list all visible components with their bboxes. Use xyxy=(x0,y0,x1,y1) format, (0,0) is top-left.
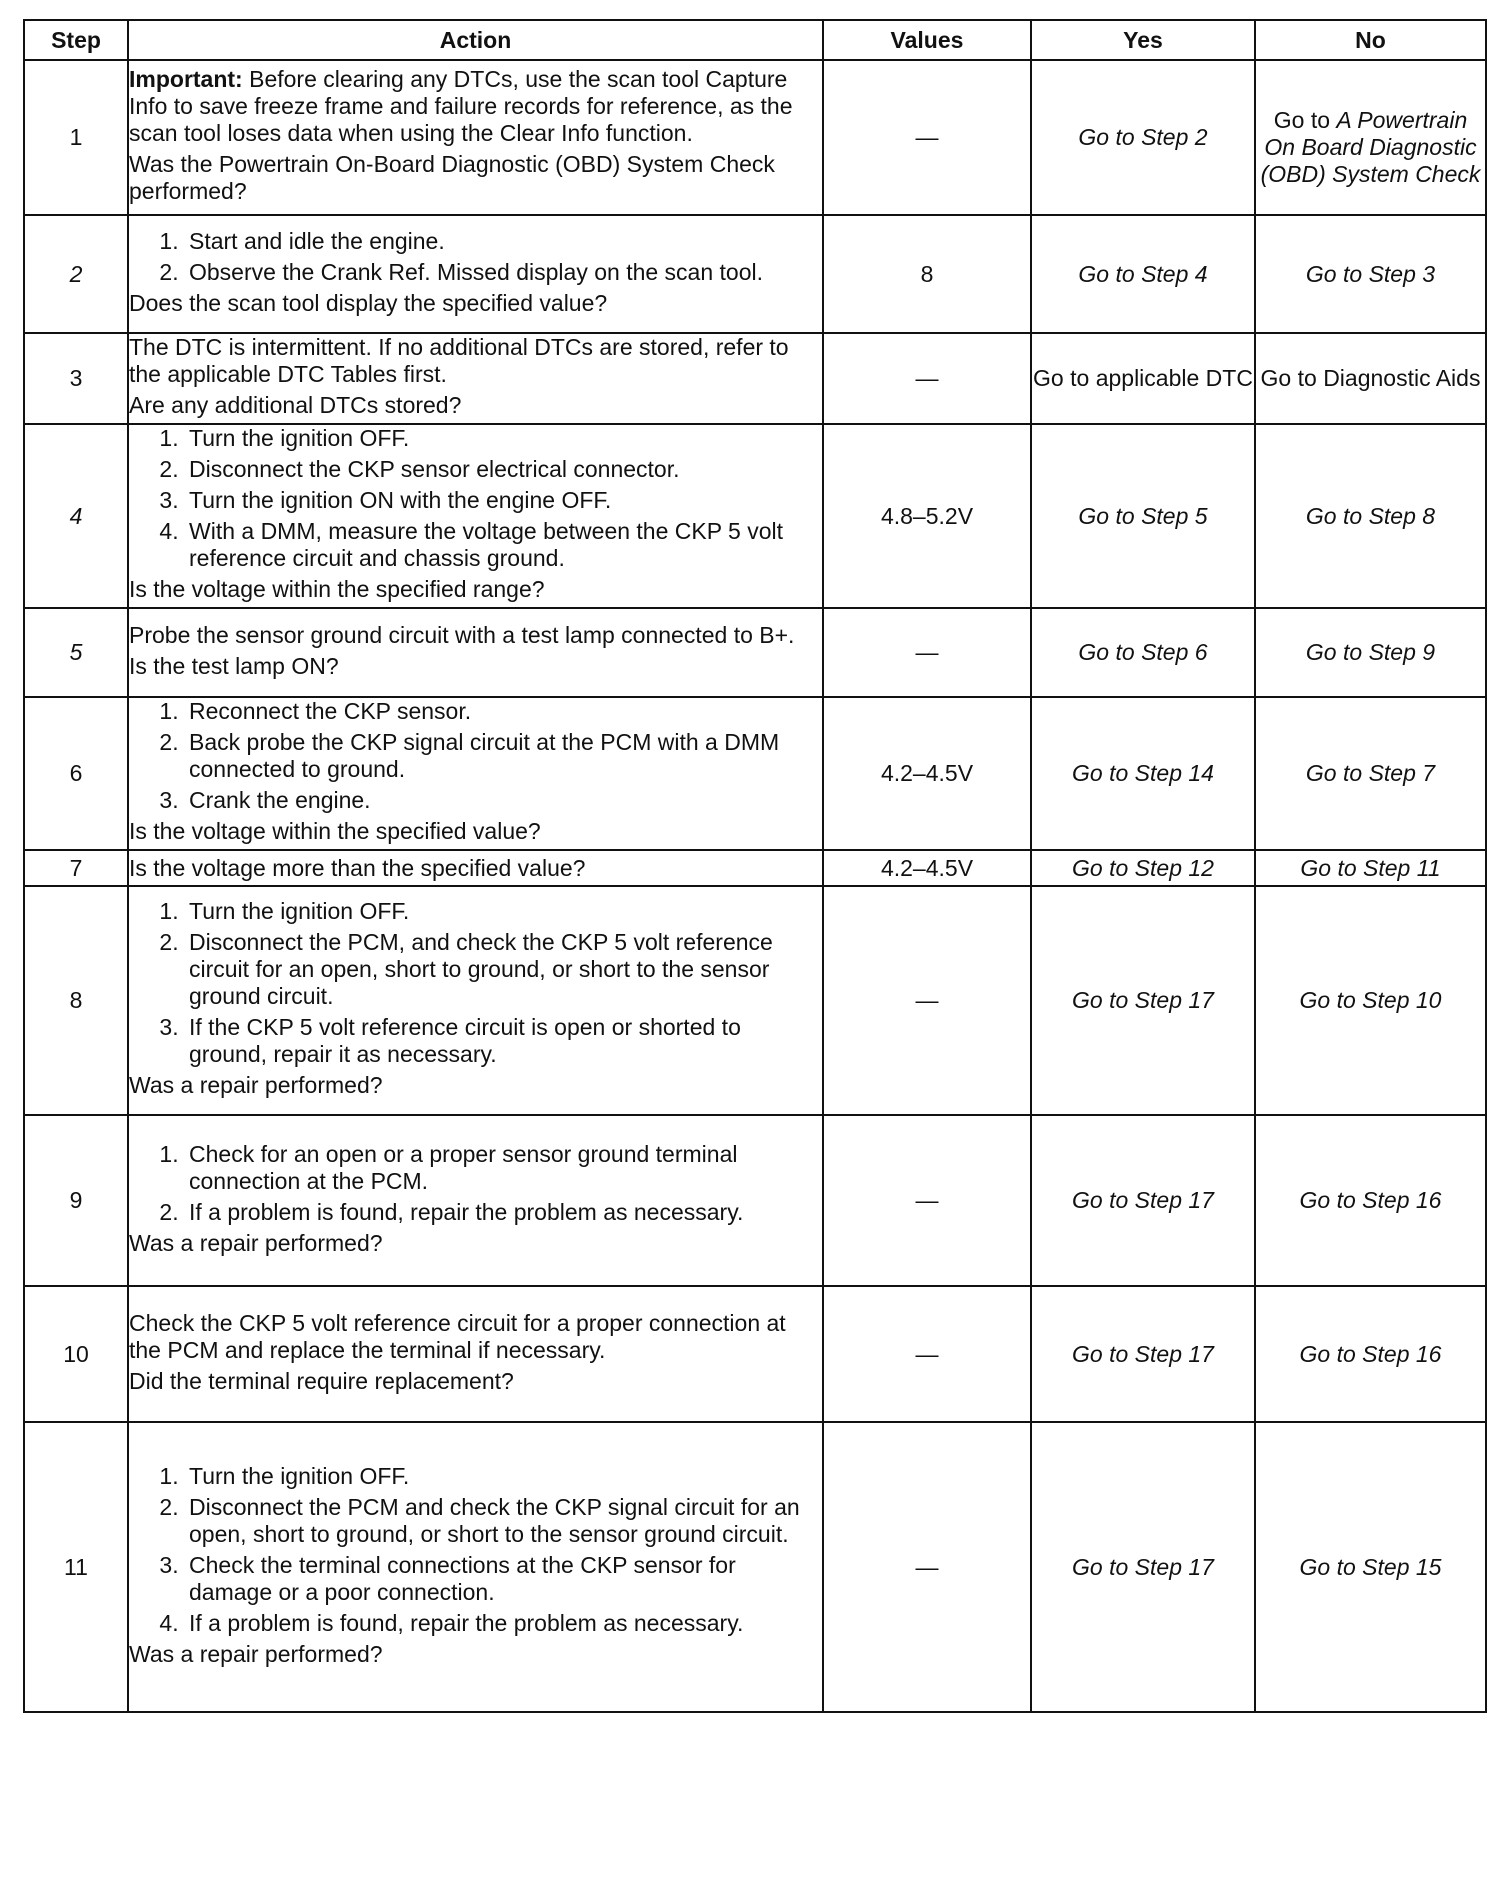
action-question: Are any additional DTCs stored? xyxy=(129,392,462,418)
action-step: 2. Observe the Crank Ref. Missed display on the scan tool. xyxy=(185,259,822,286)
header-yes: Yes xyxy=(1031,20,1255,60)
action-step: 1. Start and idle the engine. xyxy=(185,228,822,255)
yes-cell: Go to Step 2 xyxy=(1031,60,1255,215)
no-cell: Go to Step 15 xyxy=(1255,1422,1486,1712)
yes-cell: Go to Step 17 xyxy=(1031,1286,1255,1422)
action-steps-list xyxy=(129,1141,822,1226)
action-cell xyxy=(128,1286,823,1422)
table-row xyxy=(24,333,1486,424)
action-question: Does the scan tool display the specified value? xyxy=(129,289,608,316)
step-number: 7 xyxy=(24,850,128,886)
yes-cell: Go to Step 6 xyxy=(1031,608,1255,697)
step-number: 8 xyxy=(24,886,128,1115)
yes-cell: Go to Step 17 xyxy=(1031,886,1255,1115)
action-step: 1. Turn the ignition OFF. xyxy=(185,425,822,452)
important-label: Important: xyxy=(129,66,243,92)
step-number: 6 xyxy=(24,697,128,850)
action-question: Was a repair performed? xyxy=(129,1072,383,1098)
table-row xyxy=(24,1286,1486,1422)
action-step: 4. With a DMM, measure the voltage between the CKP 5 volt reference circuit and chassis ground. xyxy=(185,518,822,572)
yes-cell: Go to Step 17 xyxy=(1031,1422,1255,1712)
action-step: 1. Reconnect the CKP sensor. xyxy=(185,698,822,725)
action-question: Was a repair performed? xyxy=(129,1640,383,1667)
yes-cell: Go to Step 14 xyxy=(1031,697,1255,850)
action-step: 2. If a problem is found, repair the problem as necessary. xyxy=(185,1199,822,1226)
table-row xyxy=(24,886,1486,1115)
action-step: 1. Turn the ignition OFF. xyxy=(185,898,822,925)
action-step: 2. Disconnect the PCM and check the CKP signal circuit for an open, short to ground, or short to the sensor ground circuit. xyxy=(185,1494,822,1548)
action-cell xyxy=(128,697,823,850)
step-number: 3 xyxy=(24,333,128,424)
action-step: 1. Turn the ignition OFF. xyxy=(185,1463,822,1490)
action-step: 3. If the CKP 5 volt reference circuit is open or shorted to ground, repair it as necessary. xyxy=(185,1014,822,1068)
table-row xyxy=(24,697,1486,850)
step-number: 10 xyxy=(24,1286,128,1422)
table-row xyxy=(24,850,1486,886)
action-step: 2. Disconnect the PCM, and check the CKP 5 volt reference circuit for an open, short to ground, or short to the sensor ground circuit. xyxy=(185,929,822,1010)
table-row xyxy=(24,60,1486,215)
action-steps-list xyxy=(129,228,822,286)
no-cell: Go to Step 16 xyxy=(1255,1115,1486,1286)
action-question: Is the test lamp ON? xyxy=(129,652,339,679)
action-step: 2. Disconnect the CKP sensor electrical connector. xyxy=(185,456,822,483)
action-cell xyxy=(128,333,823,424)
no-cell: Go to Step 7 xyxy=(1255,697,1486,850)
action-step: 1. Check for an open or a proper sensor ground terminal connection at the PCM. xyxy=(185,1141,822,1195)
step-number: 11 xyxy=(24,1422,128,1712)
action-text: Probe the sensor ground circuit with a test lamp connected to B+. xyxy=(129,621,795,648)
step-number: 5 xyxy=(24,608,128,697)
action-question: Did the terminal require replacement? xyxy=(129,1367,514,1394)
action-step: 2. Back probe the CKP signal circuit at the PCM with a DMM connected to ground. xyxy=(185,729,822,783)
value-cell: — xyxy=(823,1422,1031,1712)
action-cell xyxy=(128,850,823,886)
no-cell: Go to Step 9 xyxy=(1255,608,1486,697)
value-cell: 4.8–5.2V xyxy=(823,424,1031,608)
no-link-text: A Powertrain On Board Diagnostic (OBD) System Check xyxy=(1260,107,1481,187)
step-number: 1 xyxy=(24,60,128,215)
action-cell xyxy=(128,60,823,215)
action-question: Is the voltage within the specified value? xyxy=(129,818,541,844)
diagnostic-table xyxy=(23,19,1487,1713)
step-number: 4 xyxy=(24,424,128,608)
value-cell: — xyxy=(823,1115,1031,1286)
action-text: The DTC is intermittent. If no additional DTCs are stored, refer to the applicable DTC Tables first. xyxy=(129,334,789,387)
action-cell xyxy=(128,886,823,1115)
action-steps-list xyxy=(129,1463,822,1637)
no-cell: Go to Step 10 xyxy=(1255,886,1486,1115)
value-cell: — xyxy=(823,60,1031,215)
action-text: Check the CKP 5 volt reference circuit for a proper connection at the PCM and replace the terminal if necessary. xyxy=(129,1309,786,1363)
table-row xyxy=(24,424,1486,608)
action-step: 3. Check the terminal connections at the CKP sensor for damage or a poor connection. xyxy=(185,1552,822,1606)
yes-cell: Go to Step 5 xyxy=(1031,424,1255,608)
no-cell: Go to Step 8 xyxy=(1255,424,1486,608)
action-steps-list xyxy=(129,698,822,814)
value-cell: — xyxy=(823,333,1031,424)
action-cell xyxy=(128,1115,823,1286)
action-question: Was a repair performed? xyxy=(129,1229,383,1256)
value-cell: — xyxy=(823,886,1031,1115)
no-prefix: Go to xyxy=(1273,107,1337,133)
value-cell: 4.2–4.5V xyxy=(823,697,1031,850)
no-cell: Go to Step 16 xyxy=(1255,1286,1486,1422)
no-cell: Go to Step 3 xyxy=(1255,215,1486,333)
value-cell: 8 xyxy=(823,215,1031,333)
action-steps-list xyxy=(129,898,822,1068)
header-no: No xyxy=(1255,20,1486,60)
value-cell: — xyxy=(823,1286,1031,1422)
action-cell xyxy=(128,215,823,333)
table-row xyxy=(24,215,1486,333)
table-row xyxy=(24,608,1486,697)
header-row xyxy=(24,20,1486,60)
table-row xyxy=(24,1422,1486,1712)
action-question: Was the Powertrain On-Board Diagnostic (OBD) System Check performed? xyxy=(129,151,775,204)
action-step: 3. Crank the engine. xyxy=(185,787,822,814)
value-cell: — xyxy=(823,608,1031,697)
yes-cell: Go to Step 12 xyxy=(1031,850,1255,886)
action-question: Is the voltage more than the specified value? xyxy=(129,854,586,881)
no-cell: Go to Diagnostic Aids xyxy=(1255,333,1486,424)
header-values: Values xyxy=(823,20,1031,60)
yes-cell: Go to Step 17 xyxy=(1031,1115,1255,1286)
action-cell xyxy=(128,1422,823,1712)
header-action: Action xyxy=(128,20,823,60)
action-cell xyxy=(128,608,823,697)
yes-cell: Go to applicable DTC xyxy=(1031,333,1255,424)
no-cell: Go to Step 11 xyxy=(1255,850,1486,886)
yes-cell: Go to Step 4 xyxy=(1031,215,1255,333)
value-cell: 4.2–4.5V xyxy=(823,850,1031,886)
important-text: Before clearing any DTCs, use the scan tool Capture Info to save freeze frame and failure records for reference, as the scan tool loses data when using the Clear Info function. xyxy=(129,66,793,146)
action-step: 4. If a problem is found, repair the problem as necessary. xyxy=(185,1610,822,1637)
step-number: 2 xyxy=(24,215,128,333)
action-important xyxy=(129,66,822,147)
table-row xyxy=(24,1115,1486,1286)
action-step: 3. Turn the ignition ON with the engine OFF. xyxy=(185,487,822,514)
action-cell xyxy=(128,424,823,608)
step-number: 9 xyxy=(24,1115,128,1286)
no-cell xyxy=(1255,60,1486,215)
header-step: Step xyxy=(24,20,128,60)
action-steps-list xyxy=(129,425,822,572)
action-question: Is the voltage within the specified range? xyxy=(129,576,545,602)
